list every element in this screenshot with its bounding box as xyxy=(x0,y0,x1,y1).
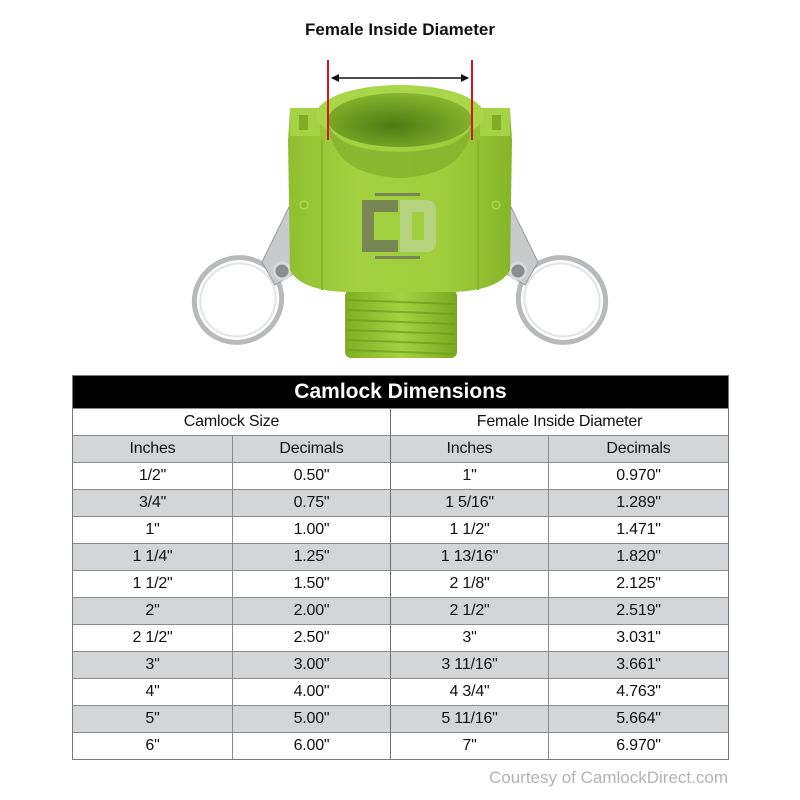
table-row xyxy=(73,651,728,678)
cell-diameter-inches: 2 1/2" xyxy=(390,598,548,624)
camlock-dimensions-table xyxy=(72,375,729,760)
cell-size-inches: 1" xyxy=(145,521,160,538)
cell-diameter-inches: 1 5/16" xyxy=(390,490,548,516)
table-row xyxy=(73,624,728,651)
cell-size-decimals: 1.25" xyxy=(232,544,390,570)
cell-diameter-inches: 2 1/8" xyxy=(390,571,548,597)
cell-size-decimals: 5.00" xyxy=(232,706,390,732)
cell-size-inches: 1/2" xyxy=(138,467,167,484)
col-header-diameter-inches: Inches xyxy=(390,436,548,462)
dimension-label: Female Inside Diameter xyxy=(305,20,495,39)
cell-size-decimals: 3.00" xyxy=(232,652,390,678)
cell-size-decimals: 2.50" xyxy=(232,625,390,651)
cell-diameter-decimals: 5.664" xyxy=(548,706,728,732)
cell-diameter-inches: 4 3/4" xyxy=(390,679,548,705)
cell-size-inches: 1 1/2" xyxy=(132,575,173,592)
col-header-size-inches: Inches xyxy=(129,440,176,457)
cell-size-decimals: 1.00" xyxy=(232,517,390,543)
cell-diameter-inches: 1 1/2" xyxy=(390,517,548,543)
table-row xyxy=(73,597,728,624)
group-header-row xyxy=(73,408,728,435)
table-title: Camlock Dimensions xyxy=(73,376,728,408)
col-header-diameter-decimals: Decimals xyxy=(548,436,728,462)
cell-diameter-inches: 3 11/16" xyxy=(390,652,548,678)
cell-diameter-inches: 3" xyxy=(390,625,548,651)
table-row xyxy=(73,543,728,570)
cell-size-decimals: 0.75" xyxy=(232,490,390,516)
table-row xyxy=(73,678,728,705)
cell-diameter-inches: 7" xyxy=(390,733,548,759)
col-header-size-decimals: Decimals xyxy=(232,436,390,462)
cell-size-inches: 3" xyxy=(145,656,160,673)
cell-size-decimals: 0.50" xyxy=(232,463,390,489)
group-female-inside-diameter: Female Inside Diameter xyxy=(390,409,728,435)
cell-diameter-inches: 1 13/16" xyxy=(390,544,548,570)
cell-diameter-decimals: 4.763" xyxy=(548,679,728,705)
table-row xyxy=(73,732,728,759)
group-camlock-size: Camlock Size xyxy=(183,413,280,430)
cell-diameter-inches: 5 11/16" xyxy=(390,706,548,732)
cell-size-inches: 2 1/2" xyxy=(132,629,173,646)
cell-diameter-decimals: 0.970" xyxy=(548,463,728,489)
table-row xyxy=(73,462,728,489)
cell-diameter-decimals: 2.519" xyxy=(548,598,728,624)
cell-diameter-decimals: 1.471" xyxy=(548,517,728,543)
table-row xyxy=(73,489,728,516)
cell-size-decimals: 4.00" xyxy=(232,679,390,705)
cell-diameter-decimals: 3.661" xyxy=(548,652,728,678)
coupler-opening xyxy=(328,93,472,147)
cell-size-inches: 5" xyxy=(145,710,160,727)
cell-size-inches: 1 1/4" xyxy=(132,548,173,565)
cell-diameter-decimals: 1.289" xyxy=(548,490,728,516)
cell-size-inches: 4" xyxy=(145,683,160,700)
cell-size-inches: 6" xyxy=(145,737,160,754)
cell-diameter-decimals: 3.031" xyxy=(548,625,728,651)
cell-size-inches: 2" xyxy=(145,602,160,619)
cell-size-decimals: 1.50" xyxy=(232,571,390,597)
cell-diameter-decimals: 6.970" xyxy=(548,733,728,759)
cell-diameter-decimals: 2.125" xyxy=(548,571,728,597)
cell-size-decimals: 6.00" xyxy=(232,733,390,759)
cell-diameter-inches: 1" xyxy=(390,463,548,489)
cell-size-inches: 3/4" xyxy=(138,494,167,511)
table-row xyxy=(73,516,728,543)
cell-size-decimals: 2.00" xyxy=(232,598,390,624)
table-row xyxy=(73,705,728,732)
table-row xyxy=(73,570,728,597)
column-header-row xyxy=(73,435,728,462)
camlock-coupler-image xyxy=(0,0,800,370)
cell-diameter-decimals: 1.820" xyxy=(548,544,728,570)
credit-line: Courtesy of CamlockDirect.com xyxy=(488,768,728,787)
